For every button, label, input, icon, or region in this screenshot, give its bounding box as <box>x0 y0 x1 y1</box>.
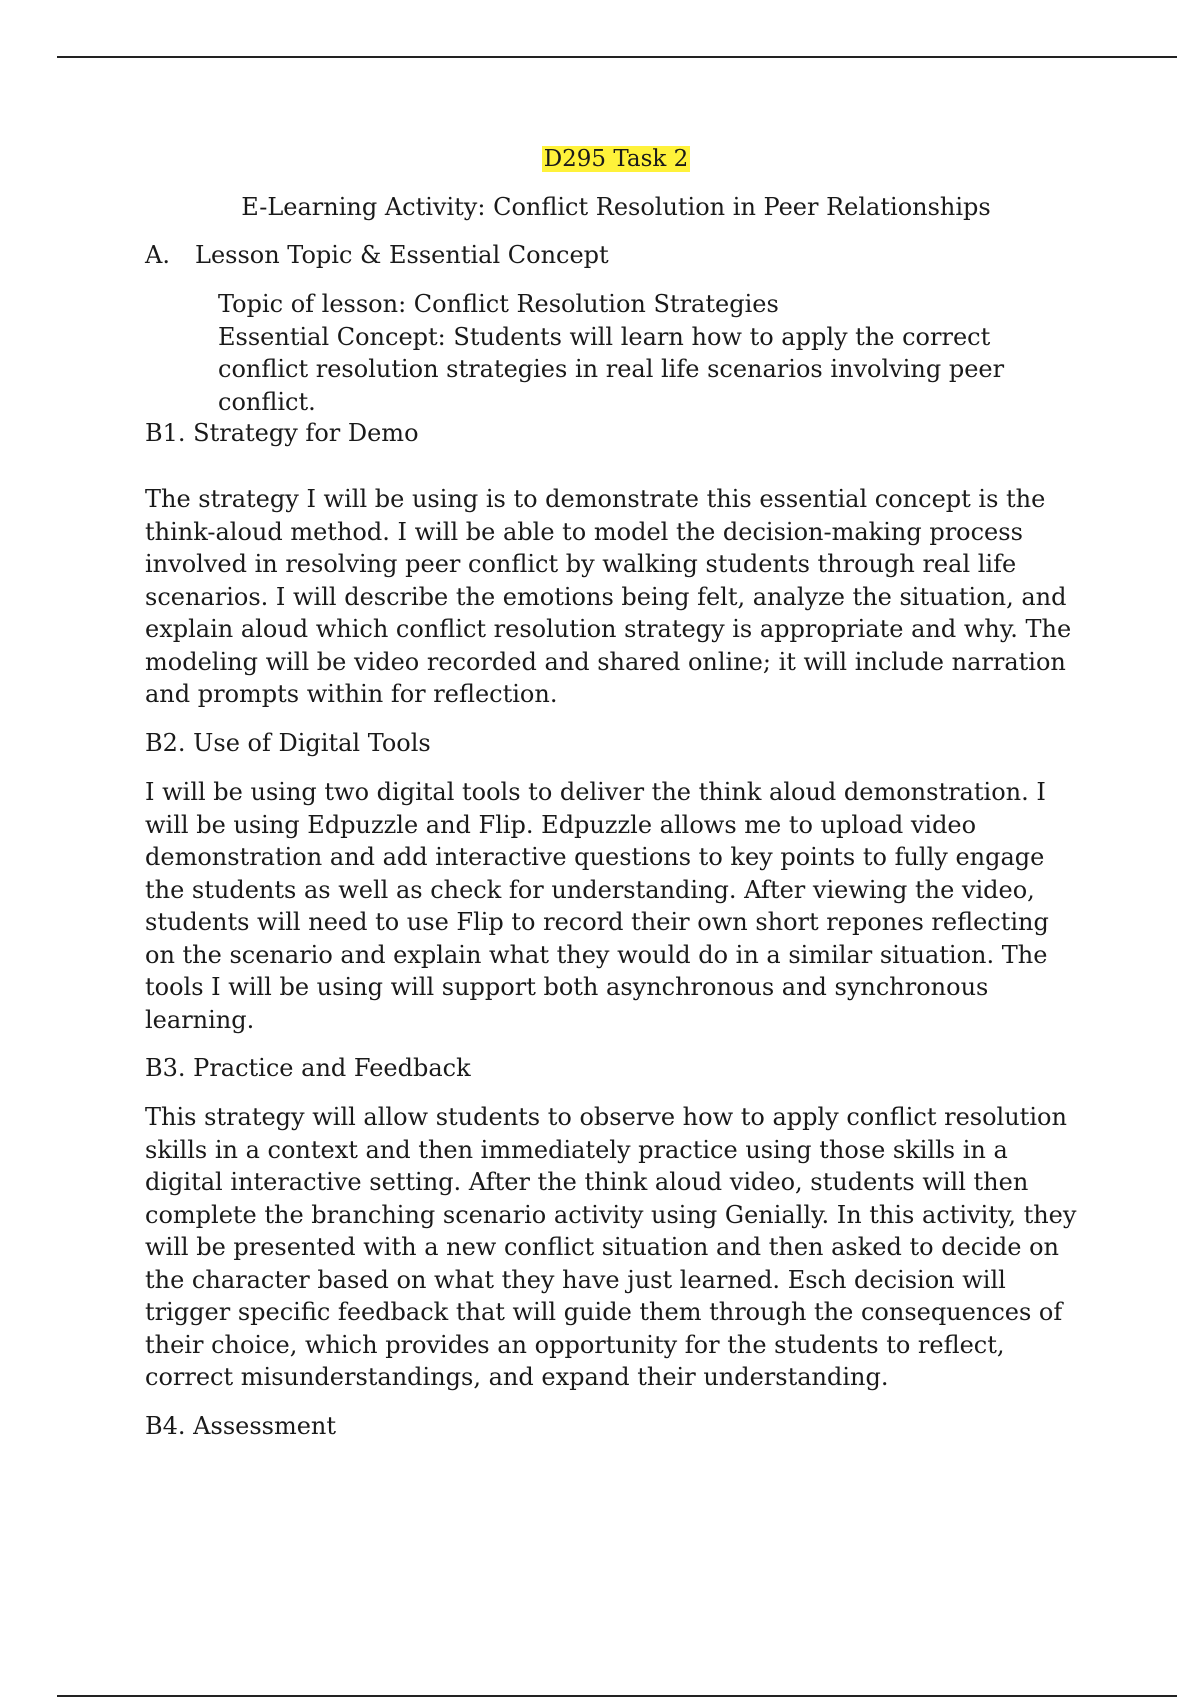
document-code <box>0 143 1200 175</box>
section-b2-line: demonstration and add interactive questions to key points to fully engage <box>145 843 1045 871</box>
section-b3-line: skills in a context and then immediately practice using those skills in a <box>145 1135 1008 1164</box>
section-b1-line: think-aloud method. I will be able to model the decision-making process <box>145 517 1023 546</box>
document-title: E-Learning Activity: Conflict Resolution in Peer Relationships <box>241 193 991 221</box>
section-a-heading <box>145 239 609 271</box>
section-a-line: Essential Concept: Students will learn how to apply the correct <box>218 322 991 351</box>
section-b2-line: tools I will be using will support both asynchronous and synchronous <box>145 973 989 1001</box>
section-b1-line: modeling will be video recorded and shared online; it will include narration <box>145 647 1066 676</box>
section-b1-line: The strategy I will be using is to demonstrate this essential concept is the <box>145 485 1046 513</box>
section-b2-line: the students as well as check for understanding. After viewing the video, <box>145 875 1035 904</box>
section-b3-line: their choice, which provides an opportunity for the students to reflect, <box>145 1330 1005 1359</box>
section-b1-line: involved in resolving peer conflict by walking students through real life <box>145 550 1017 578</box>
section-b1-body <box>145 483 1085 711</box>
section-b3-line: correct misunderstandings, and expand their understanding. <box>145 1363 889 1391</box>
section-b3-body <box>145 1101 1085 1394</box>
section-a-heading-text: Lesson Topic & Essential Concept <box>195 241 609 269</box>
top-rule <box>57 56 1177 58</box>
section-b3-line: will be presented with a new conflict situation and then asked to decide on <box>145 1233 1059 1261</box>
section-b3-line: digital interactive setting. After the think aloud video, students will then <box>145 1168 1029 1196</box>
section-a-body <box>218 288 1098 418</box>
section-b4-heading: B4. Assessment <box>145 1412 337 1440</box>
section-b2-line: learning. <box>145 1005 255 1034</box>
document-code-highlight: D295 Task 2 <box>543 146 689 172</box>
section-b3-heading: B3. Practice and Feedback <box>145 1054 471 1082</box>
section-b2-heading: B2. Use of Digital Tools <box>145 729 431 757</box>
section-b1-line: scenarios. I will describe the emotions being felt, analyze the situation, and <box>145 582 1067 611</box>
section-a-line: conflict resolution strategies in real life scenarios involving peer <box>218 355 1005 383</box>
section-b3-line: the character based on what they have just learned. Esch decision will <box>145 1265 1006 1294</box>
section-b2-body <box>145 776 1085 1036</box>
section-b1-heading: B1. Strategy for Demo <box>145 419 419 447</box>
section-b2-line: students will need to use Flip to record their own short repones reflecting <box>145 908 1049 936</box>
section-a-line: Topic of lesson: Conflict Resolution Strategies <box>218 290 779 318</box>
section-b2-line: on the scenario and explain what they would do in a similar situation. The <box>145 940 1048 969</box>
section-a-line: conflict. <box>218 387 316 416</box>
section-b1-line: and prompts within for reflection. <box>145 680 558 708</box>
section-b1-line: explain aloud which conflict resolution strategy is appropriate and why. The <box>145 615 1072 643</box>
section-b3-line: trigger specific feedback that will guide them through the consequences of <box>145 1298 1063 1326</box>
section-b3-line: complete the branching scenario activity using Genially. In this activity, they <box>145 1200 1077 1229</box>
section-b2-line: I will be using two digital tools to deliver the think aloud demonstration. I <box>145 778 1046 806</box>
bottom-rule <box>57 1695 1177 1697</box>
section-b2-line: will be using Edpuzzle and Flip. Edpuzzle allows me to upload video <box>145 810 977 839</box>
section-b3-line: This strategy will allow students to observe how to apply conflict resolution <box>145 1103 1067 1131</box>
section-a-marker: A. <box>145 241 170 269</box>
